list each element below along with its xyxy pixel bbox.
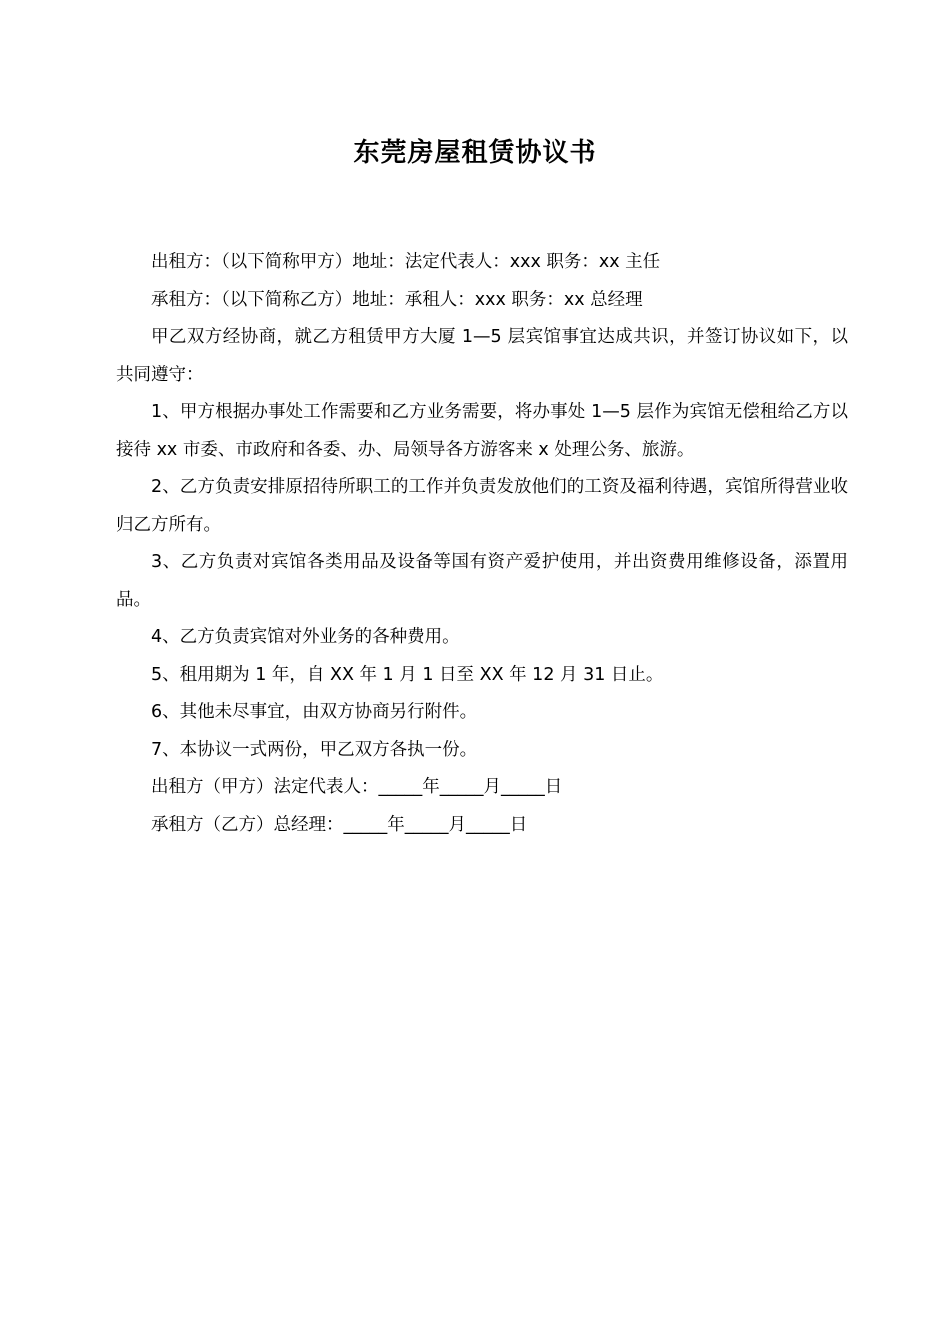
document-body: [116, 244, 848, 844]
lessee-info: 承租方：（以下简称乙方）地址：承租人：xxx 职务：xx 总经理: [151, 289, 643, 310]
lessor-signature-line: 出租方（甲方）法定代表人：_____年_____月_____日: [151, 777, 563, 797]
clause-5: 5、租用期为 1 年，自 XX 年 1 月 1 日至 XX 年 12 月 31 日止。: [151, 664, 664, 685]
lessor-info: 出租方：（以下简称甲方）地址：法定代表人：xxx 职务：xx 主任: [151, 252, 661, 272]
clause-7: 7、本协议一式两份，甲乙双方各执一份。: [151, 739, 478, 760]
document-title: 东莞房屋租赁协议书: [353, 138, 597, 168]
clause-1: 1、甲方根据办事处工作需要和乙方业务需要，将办事处 1—5 层作为宾馆无偿租给乙方以接待 xx 市委、市政府和各委、办、局领导各方游客来 x 处理公务、旅游。: [116, 402, 848, 460]
clause-2: 2、乙方负责安排原招待所职工的工作并负责发放他们的工资及福利待遇，宾馆所得营业收归乙方所有。: [116, 477, 848, 535]
clause-4: 4、乙方负责宾馆对外业务的各种费用。: [151, 627, 460, 647]
clause-3: 3、乙方负责对宾馆各类用品及设备等国有资产爱护使用，并出资费用维修设备，添置用品。: [116, 552, 848, 610]
preamble: 甲乙双方经协商，就乙方租赁甲方大厦 1—5 层宾馆事宜达成共识，并签订协议如下，以共同遵守：: [116, 327, 848, 385]
clause-6: 6、其他未尽事宜，由双方协商另行附件。: [151, 702, 478, 722]
lessee-signature-line: 承租方（乙方）总经理：_____年_____月_____日: [151, 814, 528, 835]
